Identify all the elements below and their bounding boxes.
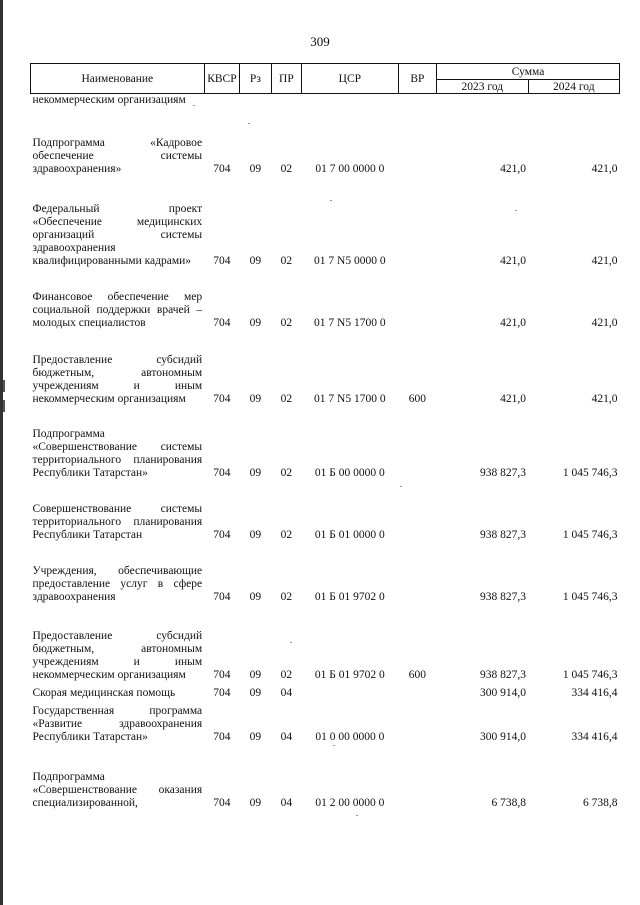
row-pr: 02 xyxy=(280,466,293,479)
row-kvsr: 704 xyxy=(213,668,231,681)
row-sum-2024: 6 738,8 xyxy=(583,796,618,809)
row-pr: 02 xyxy=(280,162,293,175)
scan-speck xyxy=(515,210,517,211)
row-name: Финансовое обеспечение мер социальной поддержки врачей – молодых специалистов xyxy=(32,290,203,329)
row-kvsr xyxy=(204,94,240,122)
row-vr xyxy=(398,744,437,810)
row-name: Предоставление субсидий бюджетным, автономным учреждениям и иным некоммерческим организациям xyxy=(32,629,203,681)
row-vr xyxy=(398,542,437,604)
table-row xyxy=(31,176,620,268)
row-rz: 09 xyxy=(249,316,262,329)
row-name: Скорая медицинская помощь xyxy=(32,686,176,699)
row-sum-2023: 938 827,3 xyxy=(480,528,527,541)
row-csr: 01 7 00 0000 0 xyxy=(315,162,385,175)
row-sum-2024: 1 045 746,3 xyxy=(562,528,618,541)
row-vr xyxy=(398,682,437,700)
row-sum-2024: 421,0 xyxy=(591,392,618,405)
row-sum-2023: 421,0 xyxy=(500,392,527,405)
row-sum-2023: 938 827,3 xyxy=(480,590,527,603)
header-pr: ПР xyxy=(271,64,301,94)
row-sum-2023: 938 827,3 xyxy=(480,466,527,479)
row-csr: 01 Б 01 9702 0 xyxy=(314,668,385,681)
row-pr xyxy=(271,94,301,122)
table-row xyxy=(31,604,620,682)
header-sum: Сумма xyxy=(437,64,620,80)
row-name: Подпрограмма «Кадровое обеспечение системы здравоохранения» xyxy=(32,136,203,175)
row-name: Подпрограмма «Совершенствование системы территориального планирования Республики Татарстан» xyxy=(32,427,203,479)
table-row xyxy=(31,480,620,542)
row-pr: 02 xyxy=(280,528,293,541)
table-row xyxy=(31,682,620,700)
row-vr xyxy=(398,268,437,330)
row-rz: 09 xyxy=(249,686,262,699)
scan-speck xyxy=(248,123,250,124)
table-row xyxy=(31,268,620,330)
budget-table xyxy=(30,63,620,810)
row-csr: 01 Б 01 9702 0 xyxy=(314,590,385,603)
row-sum-2024: 1 045 746,3 xyxy=(562,590,618,603)
row-csr xyxy=(302,682,398,700)
row-pr: 04 xyxy=(280,730,293,743)
scan-margin-mark xyxy=(3,380,5,392)
row-name: Совершенствование системы территориального планирования Республики Татарстан xyxy=(32,502,203,541)
row-kvsr: 704 xyxy=(213,162,231,175)
table-row xyxy=(31,330,620,406)
row-kvsr: 704 xyxy=(213,392,231,405)
row-csr: 01 Б 00 0000 0 xyxy=(314,466,385,479)
row-vr xyxy=(398,700,437,744)
table-row xyxy=(31,122,620,176)
row-vr xyxy=(398,406,437,480)
row-kvsr: 704 xyxy=(213,466,231,479)
row-kvsr: 704 xyxy=(213,254,231,267)
row-sum-2024: 1 045 746,3 xyxy=(562,668,618,681)
row-vr xyxy=(398,176,437,268)
header-csr: ЦСР xyxy=(302,64,398,94)
header-rz: Рз xyxy=(240,64,271,94)
row-name: Подпрограмма «Совершенствование оказания специализированной, xyxy=(32,770,203,809)
row-csr: 01 0 00 0000 0 xyxy=(315,730,385,743)
row-sum-2023: 421,0 xyxy=(500,162,527,175)
row-name: Учреждения, обеспечивающие предоставление услуг в сфере здравоохранения xyxy=(32,564,203,603)
row-rz: 09 xyxy=(249,730,262,743)
header-vr: ВР xyxy=(398,64,437,94)
row-csr: 01 Б 01 0000 0 xyxy=(314,528,385,541)
row-vr: 600 xyxy=(408,392,426,405)
row-rz: 09 xyxy=(249,590,262,603)
row-sum-2023: 938 827,3 xyxy=(480,668,527,681)
row-csr: 01 7 N5 1700 0 xyxy=(314,392,386,405)
row-kvsr: 704 xyxy=(213,730,231,743)
row-rz: 09 xyxy=(249,254,262,267)
row-sum-2024: 1 045 746,3 xyxy=(562,466,618,479)
header-year-2023: 2023 год xyxy=(437,80,528,94)
table-row xyxy=(31,406,620,480)
row-pr: 02 xyxy=(280,668,293,681)
row-sum-2023: 421,0 xyxy=(500,254,527,267)
table-row xyxy=(31,94,620,122)
row-rz: 09 xyxy=(249,162,262,175)
row-sum-2023 xyxy=(437,94,528,122)
header-kvsr: КВСР xyxy=(204,64,240,94)
scan-margin-line xyxy=(0,0,3,905)
scan-margin-mark xyxy=(3,400,5,412)
row-pr: 04 xyxy=(280,796,293,809)
scan-speck xyxy=(400,486,402,487)
row-rz xyxy=(240,94,271,122)
row-sum-2023: 300 914,0 xyxy=(480,730,527,743)
row-kvsr: 704 xyxy=(213,316,231,329)
row-csr: 01 7 N5 0000 0 xyxy=(314,254,386,267)
row-csr: 01 7 N5 1700 0 xyxy=(314,316,386,329)
row-rz: 09 xyxy=(249,796,262,809)
row-sum-2024: 421,0 xyxy=(591,162,618,175)
row-csr: 01 2 00 0000 0 xyxy=(315,796,385,809)
row-name: некоммерческим организациям xyxy=(31,94,205,122)
table-row xyxy=(31,700,620,744)
row-rz: 09 xyxy=(249,466,262,479)
row-sum-2023: 300 914,0 xyxy=(480,686,527,699)
row-pr: 02 xyxy=(280,316,293,329)
row-sum-2024 xyxy=(528,94,619,122)
row-sum-2023: 6 738,8 xyxy=(491,796,527,809)
row-kvsr: 704 xyxy=(213,528,231,541)
header-name: Наименование xyxy=(31,64,205,94)
row-rz: 09 xyxy=(249,528,262,541)
scan-speck xyxy=(290,642,292,643)
table-row xyxy=(31,744,620,810)
table-row xyxy=(31,542,620,604)
page-number: 309 xyxy=(310,34,330,49)
row-name: Предоставление субсидий бюджетным, автономным учреждениям и иным некоммерческим организациям xyxy=(32,353,203,405)
scan-speck xyxy=(333,745,335,746)
row-sum-2024: 421,0 xyxy=(591,316,618,329)
row-sum-2024: 334 416,4 xyxy=(571,686,618,699)
row-vr xyxy=(398,122,437,176)
row-kvsr: 704 xyxy=(213,686,231,699)
row-pr: 04 xyxy=(280,686,293,699)
scan-speck xyxy=(193,105,195,106)
row-sum-2023: 421,0 xyxy=(500,316,527,329)
row-vr xyxy=(398,480,437,542)
row-rz: 09 xyxy=(249,668,262,681)
scan-speck xyxy=(330,200,332,201)
row-kvsr: 704 xyxy=(213,796,231,809)
scan-speck xyxy=(356,815,358,816)
row-pr: 02 xyxy=(280,254,293,267)
row-sum-2024: 421,0 xyxy=(591,254,618,267)
row-vr: 600 xyxy=(408,668,426,681)
row-vr xyxy=(398,94,437,122)
row-pr: 02 xyxy=(280,392,293,405)
header-year-2024: 2024 год xyxy=(528,80,619,94)
row-name: Государственная программа «Развитие здравоохранения Республики Татарстан» xyxy=(32,704,203,743)
row-kvsr: 704 xyxy=(213,590,231,603)
row-rz: 09 xyxy=(249,392,262,405)
row-csr xyxy=(302,94,398,122)
row-name: Федеральный проект «Обеспечение медицинских организаций системы здравоохранения квалифицированными кадрами» xyxy=(32,202,203,267)
row-sum-2024: 334 416,4 xyxy=(571,730,618,743)
row-pr: 02 xyxy=(280,590,293,603)
